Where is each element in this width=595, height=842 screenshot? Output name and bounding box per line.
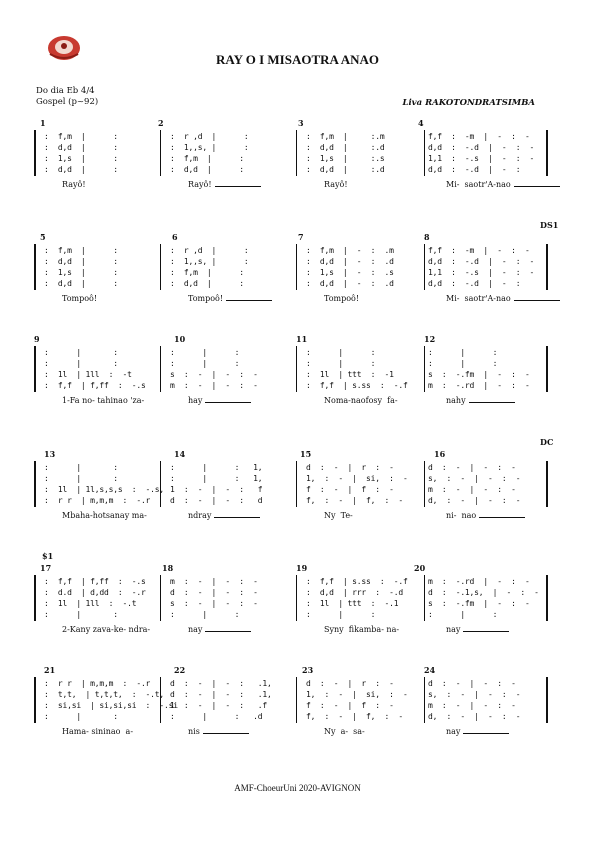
- measure-number: 1: [40, 118, 46, 128]
- solfa-line: f : - | f : -: [306, 485, 394, 494]
- solfa-line: : | :: [306, 610, 376, 619]
- solfa-line: : | :: [44, 712, 118, 721]
- measure-number: 11: [296, 334, 308, 344]
- solfa-line: d,d : -.d | - : -: [428, 257, 535, 266]
- solfa-line: d : - | - : -: [170, 588, 258, 597]
- solfa-line: m : - | - : -: [428, 701, 516, 710]
- solfa-line: : r r | m,m,m : -.r: [44, 679, 151, 688]
- solfa-line: : d,d | :: [44, 257, 118, 266]
- solfa-line: s : -.fm | - : -: [428, 599, 530, 608]
- bar-line: [34, 244, 36, 290]
- score-system: [34, 220, 559, 322]
- solfa-line: : d,d | :: [44, 165, 118, 174]
- bar-line: [546, 346, 548, 392]
- bar-line: [296, 461, 297, 507]
- bar-line: [546, 575, 548, 621]
- page-footer: AMF-ChoeurUni 2020-AVIGNON: [234, 783, 361, 793]
- lyric-line: Syny fikamba- na-: [324, 625, 400, 634]
- lyric-line: Hama- sininao a-: [62, 727, 134, 736]
- solfa-line: : r ,d | :: [170, 246, 249, 255]
- bar-line: [160, 575, 161, 621]
- solfa-line: d : - | - : -: [428, 463, 516, 472]
- lyric-line: nay: [446, 727, 509, 736]
- solfa-line: : d,d | - : .d: [306, 257, 394, 266]
- solfa-line: : 1l | ttt : -1: [306, 370, 394, 379]
- solfa-line: : 1l | 1ll : -.t: [44, 599, 137, 608]
- bar-line: [34, 346, 36, 392]
- measure-number: 9: [34, 334, 40, 344]
- measure-number: 20: [414, 563, 426, 573]
- solfa-line: 1, : - | si, : -: [306, 474, 408, 483]
- solfa-line: f, : - | f, : -: [306, 712, 403, 721]
- solfa-line: : 1,s | :: [44, 268, 118, 277]
- bar-line: [546, 677, 548, 723]
- solfa-line: m : -.rd | - : -: [428, 381, 530, 390]
- solfa-line: : | :: [44, 610, 118, 619]
- solfa-line: s : -.fm | - : -: [428, 370, 530, 379]
- solfa-line: d, : - | - : -: [428, 712, 521, 721]
- solfa-line: : | :: [44, 463, 118, 472]
- bar-line: [296, 346, 297, 392]
- bar-line: [424, 677, 425, 723]
- solfa-line: f, : - | f, : -: [306, 496, 403, 505]
- solfa-line: s, : - | - : -: [428, 690, 521, 699]
- solfa-line: : d,d | :.d: [306, 143, 385, 152]
- solfa-line: 1 : - | - : .f: [170, 701, 267, 710]
- bar-line: [424, 130, 425, 176]
- navigation-mark: DS1: [540, 220, 559, 230]
- solfa-line: d : - | - : -: [428, 679, 516, 688]
- solfa-line: d : - | - : d: [170, 496, 263, 505]
- solfa-line: d : - | - : .1,: [170, 690, 272, 699]
- solfa-line: : d,d | :.d: [306, 165, 385, 174]
- bar-line: [296, 575, 297, 621]
- bar-line: [34, 130, 36, 176]
- measure-number: 15: [300, 449, 312, 459]
- solfa-line: : d,d | :: [170, 279, 244, 288]
- measure-number: 5: [40, 232, 46, 242]
- solfa-line: d : - | r : -: [306, 679, 394, 688]
- bar-line: [34, 677, 36, 723]
- solfa-line: s : - | - : -: [170, 599, 258, 608]
- solfa-line: m : -.rd | - : -: [428, 577, 530, 586]
- bar-line: [546, 244, 548, 290]
- solfa-line: : 1,s | :: [44, 154, 118, 163]
- lyric-line: nay: [446, 625, 509, 634]
- key-signature: Do dia Eb 4/4: [36, 86, 95, 96]
- solfa-line: : f,f | f,ff : -.s: [44, 381, 146, 390]
- solfa-line: : d.d | d,dd : -.r: [44, 588, 146, 597]
- solfa-line: f,f : -m | - : -: [428, 132, 530, 141]
- solfa-line: : | :: [428, 610, 498, 619]
- measure-number: 17: [40, 563, 52, 573]
- lyric-line: Tompoô!: [62, 294, 98, 303]
- solfa-line: : | :: [44, 348, 118, 357]
- solfa-line: : f,m | :: [170, 268, 244, 277]
- score-system: [34, 437, 554, 539]
- measure-number: 22: [174, 665, 186, 675]
- bar-line: [296, 244, 297, 290]
- measure-number: 16: [434, 449, 446, 459]
- solfa-line: : 1,s | :.s: [306, 154, 385, 163]
- solfa-line: : | :: [44, 359, 118, 368]
- solfa-line: : | :: [306, 348, 376, 357]
- lyric-line: Noma-naofosy fa-: [324, 396, 398, 405]
- solfa-line: : | :: [170, 348, 240, 357]
- solfa-line: : f,f | s.ss : -.f: [306, 577, 408, 586]
- lyric-line: ni- nao: [446, 511, 525, 520]
- solfa-line: : f,m | :.m: [306, 132, 385, 141]
- lyric-line: ndray: [188, 511, 260, 520]
- solfa-line: d,d : -.d | - : -: [428, 143, 535, 152]
- solfa-line: 1, : - | si, : -: [306, 690, 408, 699]
- solfa-line: s : - | - : -: [170, 370, 258, 379]
- solfa-line: : | :: [170, 610, 240, 619]
- lyric-line: Mi- saotr'A-nao: [446, 180, 560, 189]
- solfa-line: d,d : -.d | - :: [428, 165, 521, 174]
- lyric-line: nis: [188, 727, 249, 736]
- solfa-line: : | :: [170, 359, 240, 368]
- bar-line: [160, 461, 161, 507]
- bar-line: [296, 677, 297, 723]
- measure-number: 2: [158, 118, 164, 128]
- bar-line: [296, 130, 297, 176]
- measure-number: 13: [44, 449, 56, 459]
- solfa-line: d, : - | - : -: [428, 496, 521, 505]
- solfa-line: m : - | - : -: [170, 577, 258, 586]
- measure-number: 3: [298, 118, 304, 128]
- solfa-line: : f,m | :: [44, 132, 118, 141]
- solfa-line: : f,m | :: [44, 246, 118, 255]
- solfa-line: : d,d | :: [170, 165, 244, 174]
- solfa-line: : d,d | :: [44, 143, 118, 152]
- bar-line: [424, 346, 425, 392]
- composer-name: Liva RAKOTONDRATSIMBA: [402, 98, 535, 108]
- score-system: [34, 118, 546, 208]
- solfa-line: : | :: [306, 359, 376, 368]
- measure-number: 14: [174, 449, 186, 459]
- bar-line: [424, 244, 425, 290]
- solfa-line: d,d : -.d | - :: [428, 279, 521, 288]
- solfa-line: : 1,,s, | :: [170, 257, 249, 266]
- solfa-line: : t,t, | t,t,t, : -.t,: [44, 690, 165, 699]
- measure-number: 19: [296, 563, 308, 573]
- solfa-line: : si,si | si,si,si : -.si: [44, 701, 178, 710]
- solfa-line: : f,m | :: [170, 154, 244, 163]
- bar-line: [34, 575, 36, 621]
- solfa-line: : | : 1,: [170, 463, 263, 472]
- bar-line: [424, 461, 425, 507]
- solfa-line: : 1l | 1l,s,s,s : -.s,: [44, 485, 165, 494]
- lyric-line: Rayô!: [188, 180, 261, 189]
- solfa-line: : d,d | - : .d: [306, 279, 394, 288]
- measure-number: 10: [174, 334, 186, 344]
- solfa-line: 1 : - | - : f: [170, 485, 263, 494]
- lyric-line: Tompoô!: [188, 294, 272, 303]
- measure-number: 8: [424, 232, 430, 242]
- solfa-line: m : - | - : -: [428, 485, 516, 494]
- solfa-line: : 1,,s, | :: [170, 143, 249, 152]
- solfa-line: : | :: [428, 359, 498, 368]
- bar-line: [546, 461, 548, 507]
- solfa-line: 1,1 : -.s | - : -: [428, 268, 535, 277]
- solfa-line: s, : - | - : -: [428, 474, 521, 483]
- solfa-line: : | :: [428, 348, 498, 357]
- solfa-line: : f,m | - : .m: [306, 246, 394, 255]
- solfa-line: f,f : -m | - : -: [428, 246, 530, 255]
- measure-number: 12: [424, 334, 436, 344]
- score-system: [34, 665, 546, 755]
- song-title: RAY O I MISAOTRA ANAO: [215, 52, 379, 67]
- bar-line: [34, 461, 36, 507]
- solfa-line: : 1l | 1ll : -t: [44, 370, 132, 379]
- solfa-line: d : - | r : -: [306, 463, 394, 472]
- lyric-line: Rayô!: [62, 180, 86, 189]
- solfa-line: : f,f | f,ff : -.s: [44, 577, 146, 586]
- measure-number: 7: [298, 232, 304, 242]
- measure-number: 21: [44, 665, 56, 675]
- score-system: [34, 334, 546, 424]
- score-system: [34, 551, 546, 653]
- lyric-line: Rayô!: [324, 180, 348, 189]
- measure-number: 4: [418, 118, 424, 128]
- solfa-line: : | : 1,: [170, 474, 263, 483]
- navigation-mark: $1: [42, 551, 54, 561]
- lyric-line: nahy: [446, 396, 515, 405]
- measure-number: 23: [302, 665, 314, 675]
- bar-line: [160, 244, 161, 290]
- solfa-line: : f,f | s.ss : -.f: [306, 381, 408, 390]
- tempo-style: Gospel (p~92): [36, 97, 99, 107]
- lyric-line: Mbaha-hotsanay ma-: [62, 511, 147, 520]
- solfa-line: : d,d | rrr : -.d: [306, 588, 403, 597]
- lyric-line: 1-Fa no- tahinao 'za-: [62, 396, 145, 405]
- solfa-line: : r r | m,m,m : -.r: [44, 496, 151, 505]
- solfa-line: : r ,d | :: [170, 132, 249, 141]
- lyric-line: Ny a- sa-: [324, 727, 365, 736]
- solfa-line: m : - | - : -: [170, 381, 258, 390]
- measure-number: 18: [162, 563, 174, 573]
- solfa-line: : | :: [44, 474, 118, 483]
- lyric-line: hay: [188, 396, 251, 405]
- solfa-line: : d,d | :: [44, 279, 118, 288]
- bar-line: [160, 677, 161, 723]
- lyric-line: 2-Kany zava-ke- ndra-: [62, 625, 151, 634]
- navigation-mark: DC: [540, 437, 554, 447]
- measure-number: 24: [424, 665, 436, 675]
- bar-line: [546, 130, 548, 176]
- solfa-line: : 1,s | - : .s: [306, 268, 394, 277]
- solfa-line: d : -.1,s, | - : -: [428, 588, 539, 597]
- bar-line: [424, 575, 425, 621]
- solfa-line: d : - | - : .1,: [170, 679, 272, 688]
- measure-number: 6: [172, 232, 178, 242]
- solfa-line: f : - | f : -: [306, 701, 394, 710]
- lyric-line: Tompoô!: [324, 294, 360, 303]
- solfa-line: 1,1 : -.s | - : -: [428, 154, 535, 163]
- lyric-line: nay: [188, 625, 251, 634]
- lyric-line: Ny Te-: [324, 511, 353, 520]
- lyric-line: Mi- saotr'A-nao: [446, 294, 560, 303]
- solfa-line: : | : .d: [170, 712, 263, 721]
- solfa-line: : 1l | ttt : -.1: [306, 599, 399, 608]
- bar-line: [160, 346, 161, 392]
- bar-line: [160, 130, 161, 176]
